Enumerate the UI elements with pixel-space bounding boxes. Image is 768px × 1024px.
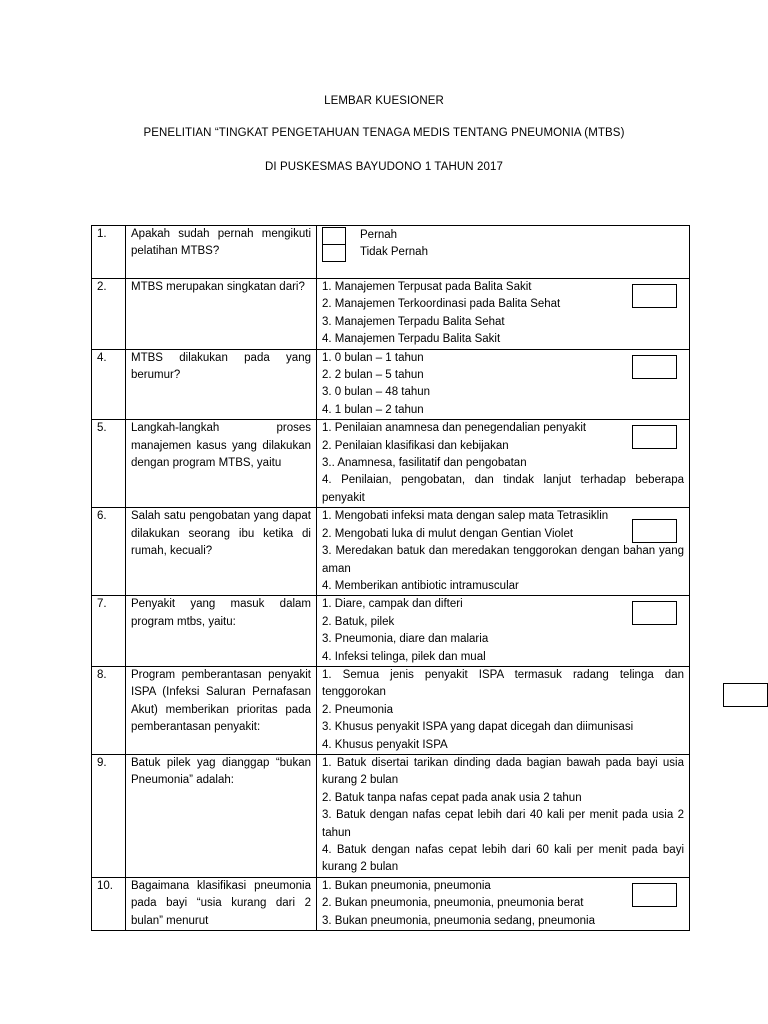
option-item: 2. Penilaian klasifikasi dan kebijakan — [322, 439, 509, 452]
option-item: 3. Manajemen Terpadu Balita Sehat — [322, 315, 505, 328]
option-label: Tidak Pernah — [360, 245, 428, 258]
question-text: Salah satu pengobatan yang dapat dilakukan seorang ibu ketika di rumah, kecuali? — [126, 508, 317, 596]
option-label: Pernah — [360, 228, 398, 241]
option-item: 3. 0 bulan – 48 tahun — [322, 386, 431, 399]
location-year: DI PUSKESMAS BAYUDONO 1 TAHUN 2017 — [265, 161, 503, 173]
question-row — [92, 666, 690, 754]
option-item: 4. Infeksi telinga, pilek dan mual — [322, 650, 486, 663]
answer-box[interactable] — [632, 519, 677, 543]
answer-box[interactable] — [632, 425, 677, 449]
option-item: 3. Pneumonia, diare dan malaria — [322, 633, 489, 646]
question-text: Batuk pilek yag dianggap “bukan Pneumonia” adalah: — [126, 754, 317, 877]
checkbox-pernah[interactable] — [322, 227, 346, 245]
question-number: 1. — [92, 226, 126, 279]
answer-options — [317, 279, 690, 350]
question-row — [92, 877, 690, 930]
question-text: Program pemberantasan penyakit ISPA (Infeksi Saluran Pernafasan Akut) memberikan prioritas pada pemberantasan penyakit: — [126, 666, 317, 754]
questionnaire-table — [91, 225, 690, 931]
option-item: 1. Bukan pneumonia, pneumonia — [322, 879, 491, 892]
answer-box[interactable] — [632, 883, 677, 907]
question-text: MTBS merupakan singkatan dari? — [126, 279, 317, 350]
option-item: 2. 2 bulan – 5 tahun — [322, 369, 424, 382]
option-item: 4. Manajemen Terpadu Balita Sakit — [322, 333, 501, 346]
option-item: 1. 0 bulan – 1 tahun — [322, 351, 424, 364]
answer-options — [317, 877, 690, 930]
option-item: 3. Bukan pneumonia, pneumonia sedang, pneumonia — [322, 914, 596, 927]
option-item: 2. Bukan pneumonia, pneumonia, pneumonia berat — [322, 897, 584, 910]
question-text: Penyakit yang masuk dalam program mtbs, yaitu: — [126, 596, 317, 667]
option-item: 1. Manajemen Terpusat pada Balita Sakit — [322, 281, 532, 293]
question-row — [92, 279, 690, 350]
answer-box[interactable] — [632, 284, 677, 308]
option-item: 2. Batuk tanpa nafas cepat pada anak usia 2 tahun — [322, 791, 582, 804]
option-item: 2. Batuk, pilek — [322, 615, 395, 628]
option-item: 1. Penilaian anamnesa dan penegendalian penyakit — [322, 422, 587, 435]
option-item: 4. 1 bulan – 2 tahun — [322, 403, 424, 416]
question-number: 8. — [92, 666, 126, 754]
answer-box[interactable] — [632, 601, 677, 625]
question-text: Apakah sudah pernah mengikuti pelatihan MTBS? — [126, 226, 317, 279]
question-text: Bagaimana klasifikasi pneumonia pada bayi “usia kurang dari 2 bulan” menurut — [126, 877, 317, 930]
answer-options — [317, 226, 690, 279]
option-item: 1. Batuk disertai tarikan dinding dada bagian bawah pada bayi usia kurang 2 bulan — [322, 756, 684, 787]
option-item: 4. Penilaian, pengobatan, dan tindak lanjut terhadap beberapa penyakit — [322, 474, 684, 504]
answer-box[interactable] — [723, 683, 768, 707]
question-number: 4. — [92, 349, 126, 420]
question-text: Langkah-langkah proses manajemen kasus yang dilakukan dengan program MTBS, yaitu — [126, 420, 317, 508]
option-item: 2. Manajemen Terkoordinasi pada Balita Sehat — [322, 298, 561, 311]
option-item: 2. Pneumonia — [322, 703, 393, 716]
answer-options — [317, 596, 690, 667]
answer-options — [317, 754, 690, 877]
answer-options — [317, 420, 690, 508]
checkbox-tidak-pernah[interactable] — [322, 244, 346, 262]
question-row — [92, 420, 690, 508]
answer-box[interactable] — [632, 355, 677, 379]
answer-options — [317, 666, 690, 754]
option-item: 3. Khusus penyakit ISPA yang dapat dicegah dan diimunisasi — [322, 721, 634, 734]
question-row — [92, 596, 690, 667]
answer-options — [317, 349, 690, 420]
question-number: 10. — [92, 877, 126, 930]
option-item: 3. Meredakan batuk dan meredakan tenggorokan dengan bahan yang aman — [322, 545, 684, 575]
question-row — [92, 226, 690, 279]
question-number: 5. — [92, 420, 126, 508]
question-text: MTBS dilakukan pada yang berumur? — [126, 349, 317, 420]
option-item: 1. Mengobati infeksi mata dengan salep mata Tetrasiklin — [322, 510, 609, 523]
questionnaire-title: LEMBAR KUESIONER — [324, 95, 444, 107]
question-number: 6. — [92, 508, 126, 596]
option-item: 1. Semua jenis penyakit ISPA termasuk radang telinga dan tenggorokan — [322, 668, 684, 699]
answer-options — [317, 508, 690, 596]
research-title: PENELITIAN “TINGKAT PENGETAHUAN TENAGA MEDIS TENTANG PNEUMONIA (MTBS) — [143, 127, 625, 139]
question-row — [92, 349, 690, 420]
question-number: 7. — [92, 596, 126, 667]
option-item: 3. Batuk dengan nafas cepat lebih dari 40 kali per menit pada usia 2 tahun — [322, 809, 684, 839]
option-item: 4. Batuk dengan nafas cepat lebih dari 60 kali per menit pada bayi kurang 2 bulan — [322, 844, 684, 874]
option-item: 2. Mengobati luka di mulut dengan Gentian Violet — [322, 527, 574, 540]
question-number: 9. — [92, 754, 126, 877]
option-item: 1. Diare, campak dan difteri — [322, 598, 463, 611]
question-row — [92, 754, 690, 877]
option-item: 3.. Anamnesa, fasilitatif dan pengobatan — [322, 457, 527, 470]
question-number: 2. — [92, 279, 126, 350]
option-item: 4. Khusus penyakit ISPA — [322, 738, 448, 751]
option-item: 4. Memberikan antibiotic intramuscular — [322, 579, 519, 592]
question-row — [92, 508, 690, 596]
